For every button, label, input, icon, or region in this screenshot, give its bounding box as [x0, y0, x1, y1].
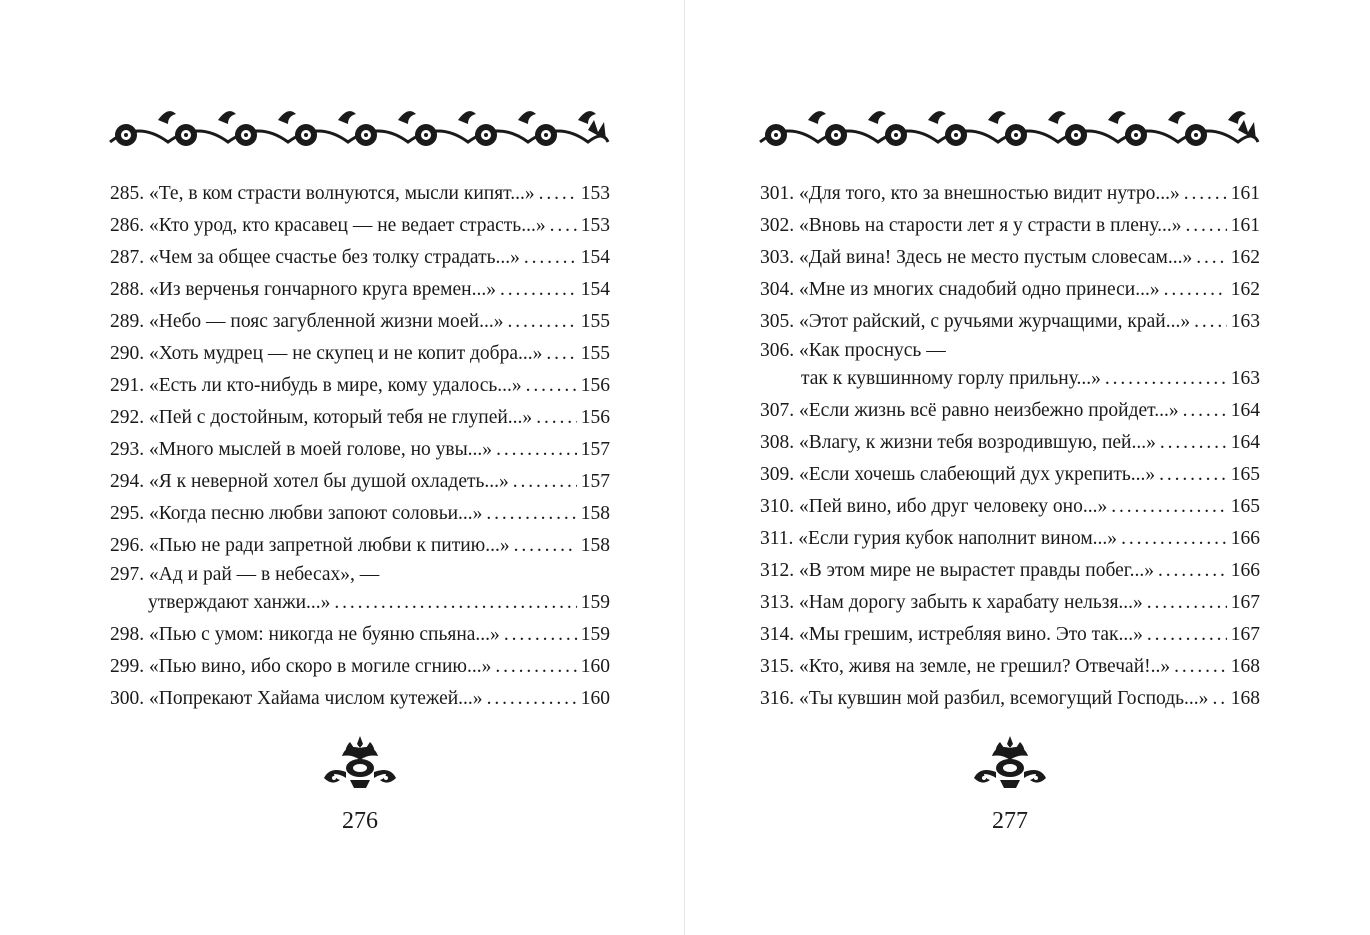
- entry-title: «Пью с умом: никогда не буяню спьяна...»: [149, 624, 500, 645]
- entry-title: «Есть ли кто-нибудь в мире, кому удалось...»: [149, 375, 522, 396]
- entry-number: 304.: [760, 279, 795, 300]
- toc-entry[interactable]: [760, 619, 1260, 651]
- toc-entry[interactable]: [760, 555, 1260, 587]
- entry-title: «Нам дорогу забыть к харабату нельзя...»: [799, 592, 1143, 613]
- entry-number: 312.: [760, 560, 795, 581]
- leader-dots: [1196, 242, 1227, 274]
- entry-page: 164: [1230, 400, 1260, 421]
- page-number: 277: [992, 808, 1028, 834]
- entry-number: 316.: [760, 688, 795, 709]
- entry-page: 166: [1230, 528, 1260, 549]
- entry-number: 294.: [110, 471, 145, 492]
- entry-title: «Чем за общее счастье без толку страдать...»: [149, 247, 520, 268]
- toc-entry[interactable]: [760, 459, 1260, 491]
- entry-title: «Влагу, к жизни тебя возродившую, пей...»: [799, 432, 1156, 453]
- leader-dots: [486, 498, 576, 530]
- entry-number: 309.: [760, 464, 795, 485]
- leader-dots: [546, 338, 576, 370]
- entry-page: 161: [1230, 183, 1260, 204]
- entry-title: «Пью не ради запретной любви к питию...»: [149, 535, 510, 556]
- entry-number: 307.: [760, 400, 795, 421]
- toc-entry[interactable]: [110, 619, 610, 651]
- entry-page: 157: [580, 439, 610, 460]
- entry-title: «Хоть мудрец — не скупец и не копит добра...»: [149, 343, 543, 364]
- toc-entry[interactable]: [110, 434, 610, 466]
- entry-number: 296.: [110, 535, 145, 556]
- toc-entry[interactable]: [110, 562, 610, 619]
- entry-number: 285.: [110, 183, 145, 204]
- leader-dots: [1111, 491, 1227, 523]
- entry-number: 303.: [760, 247, 795, 268]
- entry-title: «Пей вино, ибо друг человеку оно...»: [799, 496, 1108, 517]
- entry-number: 292.: [110, 407, 145, 428]
- entry-number: 300.: [110, 688, 145, 709]
- entry-number: 289.: [110, 311, 145, 332]
- entry-number: 302.: [760, 215, 795, 236]
- page-number: 276: [342, 808, 378, 834]
- leader-dots: [487, 683, 577, 715]
- entry-number: 287.: [110, 247, 145, 268]
- entry-page: 167: [1230, 592, 1260, 613]
- palmette-ornament-icon: [970, 732, 1050, 792]
- leader-dots: [1158, 555, 1227, 587]
- table-of-contents: [760, 178, 1260, 715]
- leader-dots: [513, 466, 577, 498]
- entry-title-continued: так к кувшинному горлу прильну...»: [801, 368, 1101, 389]
- toc-entry[interactable]: [760, 178, 1260, 210]
- leader-dots: [334, 587, 576, 619]
- entry-page: 165: [1230, 496, 1260, 517]
- entry-title: «Я к неверной хотел бы душой охладеть...»: [149, 471, 509, 492]
- leader-dots: [1164, 274, 1227, 306]
- entry-title: «Когда песню любви запоют соловьи...»: [149, 503, 483, 524]
- entry-title: «Пью вино, ибо скоро в могиле сгнию...»: [149, 656, 492, 677]
- leader-dots: [1212, 683, 1226, 715]
- entry-page: 166: [1230, 560, 1260, 581]
- entry-title: «Вновь на старости лет я у страсти в плену...»: [799, 215, 1182, 236]
- toc-entry[interactable]: [110, 530, 610, 562]
- scroll-vine-ornament-icon: [758, 100, 1260, 155]
- entry-page: 153: [580, 215, 610, 236]
- leader-dots: [1186, 210, 1227, 242]
- entry-number: 288.: [110, 279, 145, 300]
- entry-number: 290.: [110, 343, 145, 364]
- entry-title: «Кто, живя на земле, не грешил? Отвечай!..»: [799, 656, 1171, 677]
- entry-page: 155: [580, 343, 610, 364]
- toc-entry[interactable]: [760, 427, 1260, 459]
- toc-entry[interactable]: [760, 338, 1260, 395]
- entry-title: «Ты кувшин мой разбил, всемогущий Господь...»: [799, 688, 1209, 709]
- entry-page: 156: [580, 407, 610, 428]
- leader-dots: [539, 178, 577, 210]
- entry-page: 159: [580, 624, 610, 645]
- entry-number: 305.: [760, 311, 795, 332]
- toc-entry[interactable]: [110, 498, 610, 530]
- leader-dots: [1159, 459, 1227, 491]
- leader-dots: [1183, 395, 1227, 427]
- leader-dots: [536, 402, 577, 434]
- entry-page: 168: [1230, 688, 1260, 709]
- palmette-ornament-icon: [320, 732, 400, 792]
- entry-page: 164: [1230, 432, 1260, 453]
- scroll-vine-ornament-icon: [108, 100, 610, 155]
- entry-title: «Попрекают Хайама числом кутежей...»: [149, 688, 483, 709]
- entry-page: 158: [580, 503, 610, 524]
- leader-dots: [495, 651, 576, 683]
- leader-dots: [1147, 587, 1227, 619]
- entry-title: «Кто урод, кто красавец — не ведает страсть...»: [149, 215, 546, 236]
- entry-page: 153: [580, 183, 610, 204]
- entry-page: 154: [580, 247, 610, 268]
- entry-page: 163: [1230, 311, 1260, 332]
- entry-page: 160: [580, 656, 610, 677]
- entry-title: «Мне из многих снадобий одно принеси...»: [799, 279, 1160, 300]
- entry-page: 162: [1230, 247, 1260, 268]
- entry-title: «Дай вина! Здесь не место пустым словесам...»: [799, 247, 1193, 268]
- toc-entry[interactable]: [760, 274, 1260, 306]
- entry-number: 286.: [110, 215, 145, 236]
- entry-number: 293.: [110, 439, 145, 460]
- leader-dots: [1147, 619, 1227, 651]
- entry-number: 308.: [760, 432, 795, 453]
- entry-page: 168: [1230, 656, 1260, 677]
- entry-page: 158: [580, 535, 610, 556]
- right-page: [686, 0, 1370, 935]
- leader-dots: [500, 274, 577, 306]
- leader-dots: [1160, 427, 1227, 459]
- leader-dots: [524, 242, 577, 274]
- toc-entry[interactable]: [760, 523, 1260, 555]
- entry-title: «Пей с достойным, который тебя не глупей...»: [149, 407, 533, 428]
- entry-page: 154: [580, 279, 610, 300]
- entry-number: 315.: [760, 656, 795, 677]
- leader-dots: [504, 619, 577, 651]
- entry-title: «Если хочешь слабеющий дух укрепить...»: [799, 464, 1156, 485]
- leader-dots: [1121, 523, 1227, 555]
- entry-page: 163: [1230, 368, 1260, 389]
- toc-entry[interactable]: [760, 491, 1260, 523]
- toc-entry[interactable]: [110, 370, 610, 402]
- entry-page: 160: [580, 688, 610, 709]
- entry-title: «Если жизнь всё равно неизбежно пройдет...»: [799, 400, 1179, 421]
- entry-page: 161: [1230, 215, 1260, 236]
- leader-dots: [1184, 178, 1227, 210]
- entry-title: «Мы грешим, истребляя вино. Это так...»: [799, 624, 1143, 645]
- entry-page: 155: [580, 311, 610, 332]
- toc-entry[interactable]: [760, 587, 1260, 619]
- entry-title: «Из верченья гончарного круга времен...»: [149, 279, 496, 300]
- entry-title: «Небо — пояс загубленной жизни моей...»: [149, 311, 504, 332]
- entry-page: 162: [1230, 279, 1260, 300]
- entry-page: 157: [580, 471, 610, 492]
- leader-dots: [507, 306, 576, 338]
- toc-entry[interactable]: [110, 210, 610, 242]
- toc-entry[interactable]: [760, 683, 1260, 715]
- entry-title: «Ад и рай — в небесах», —: [149, 564, 380, 585]
- entry-title: «Как проснусь —: [799, 340, 946, 361]
- leader-dots: [496, 434, 577, 466]
- entry-page: 156: [580, 375, 610, 396]
- entry-number: 310.: [760, 496, 795, 517]
- leader-dots: [550, 210, 577, 242]
- entry-title: «В этом мире не вырастет правды побег...»: [799, 560, 1154, 581]
- header-ornament: [758, 100, 1260, 155]
- entry-title-continued: утверждают ханжи...»: [148, 592, 331, 613]
- entry-number: 314.: [760, 624, 795, 645]
- entry-page: 167: [1230, 624, 1260, 645]
- toc-entry[interactable]: [110, 466, 610, 498]
- leader-dots: [1194, 306, 1227, 338]
- toc-entry[interactable]: [760, 210, 1260, 242]
- entry-page: 165: [1230, 464, 1260, 485]
- entry-title: «Этот райский, с ручьями журчащими, край...»: [799, 311, 1191, 332]
- entry-title: «Если гурия кубок наполнит вином...»: [798, 528, 1118, 549]
- toc-entry[interactable]: [110, 274, 610, 306]
- entry-number: 301.: [760, 183, 795, 204]
- entry-title: «Много мыслей в моей голове, но увы...»: [149, 439, 493, 460]
- toc-entry[interactable]: [110, 651, 610, 683]
- leader-dots: [1105, 363, 1227, 395]
- toc-entry[interactable]: [760, 242, 1260, 274]
- toc-entry[interactable]: [110, 338, 610, 370]
- entry-number: 298.: [110, 624, 145, 645]
- toc-entry[interactable]: [110, 178, 610, 210]
- leader-dots: [514, 530, 577, 562]
- toc-entry[interactable]: [760, 306, 1260, 338]
- entry-number: 313.: [760, 592, 795, 613]
- toc-entry[interactable]: [760, 395, 1260, 427]
- entry-page: 159: [580, 592, 610, 613]
- toc-entry[interactable]: [110, 683, 610, 715]
- leader-dots: [1174, 651, 1227, 683]
- entry-title: «Для того, кто за внешностью видит нутро...»: [799, 183, 1180, 204]
- leader-dots: [526, 370, 577, 402]
- table-of-contents: [110, 178, 610, 715]
- header-ornament: [108, 100, 610, 155]
- entry-number: 306.: [760, 340, 795, 361]
- entry-number: 295.: [110, 503, 145, 524]
- toc-entry[interactable]: [760, 651, 1260, 683]
- entry-number: 311.: [760, 528, 794, 549]
- entry-number: 299.: [110, 656, 145, 677]
- toc-entry[interactable]: [110, 306, 610, 338]
- toc-entry[interactable]: [110, 402, 610, 434]
- toc-entry[interactable]: [110, 242, 610, 274]
- entry-number: 291.: [110, 375, 145, 396]
- entry-title: «Те, в ком страсти волнуются, мысли кипят...»: [149, 183, 535, 204]
- entry-number: 297.: [110, 564, 145, 585]
